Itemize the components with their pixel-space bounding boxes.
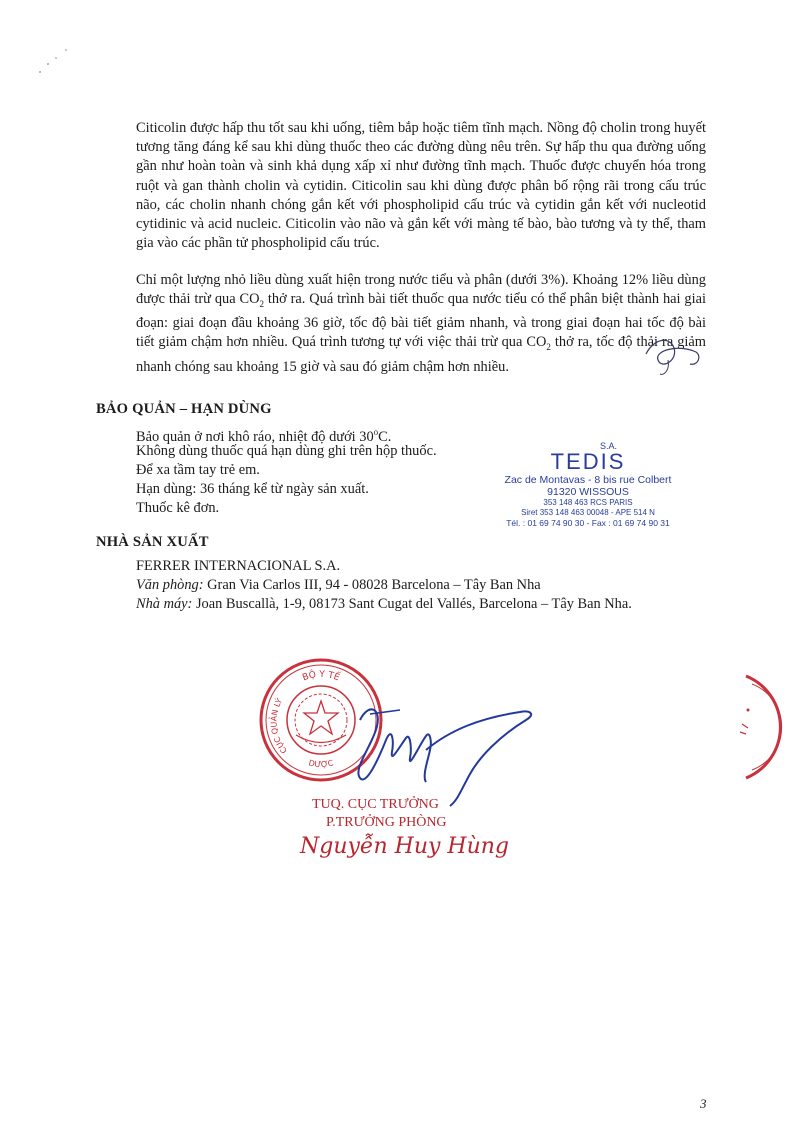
- p2-part-a: Chỉ một lượng nhỏ liều dùng xuất hiện trong nước tiểu và phân (dưới 3%). Khoảng 12% liều dùng được thải trừ qua CO: [136, 272, 706, 308]
- office-address: Gran Via Carlos III, 94 - 08028 Barcelona – Tây Ban Nha: [203, 577, 541, 593]
- page-number: 3: [700, 1096, 707, 1111]
- tedis-sa: S.A.: [600, 441, 618, 451]
- p2-part-b: thở ra. Quá trình bài tiết thuốc qua nước tiểu có thể phân biệt thành hai giai đoạn: giai đoạn đầu khoảng 36 giờ, tốc độ bài tiết giảm nhanh, và trong giai đoạn hai tốc độ bài tiết giảm chậm hơn nhiều. Quá trình tương tự với việc thải trừ qua CO: [136, 291, 706, 351]
- signature-mark: [330, 690, 550, 810]
- co2-subscript: 2: [259, 299, 264, 310]
- tedis-name: TEDIS: [550, 449, 626, 474]
- storage-line-1-text: Bảo quản ở nơi khô ráo, nhiệt độ dưới 30: [136, 428, 374, 445]
- storage-line-2: Không dùng thuốc quá hạn dùng ghi trên hộp thuốc.: [136, 443, 437, 459]
- degree-superscript: o: [373, 427, 379, 437]
- storage-line-4: Hạn dùng: 36 tháng kể từ ngày sản xuất.: [136, 481, 369, 497]
- seal-top-text: BỘ Y TẾ: [301, 669, 341, 684]
- manufacturer-factory: [136, 595, 632, 614]
- tedis-rcs: 353 148 463 RCS PARIS: [543, 498, 633, 507]
- scan-marks: [36, 42, 76, 82]
- factory-address: Joan Buscallà, 1-9, 08173 Sant Cugat del Vallés, Barcelona – Tây Ban Nha.: [192, 596, 632, 612]
- tedis-stamp: [478, 441, 698, 529]
- storage-heading: BẢO QUẢN – HẠN DÙNG: [96, 401, 272, 417]
- initials-mark: [640, 330, 710, 380]
- approval-title-1: TUQ. CỤC TRƯỞNG: [312, 797, 439, 812]
- partial-edge-stamp: [726, 672, 800, 782]
- tedis-siret: Siret 353 148 463 00048 - APE 514 N: [521, 508, 655, 517]
- manufacturer-company: FERRER INTERNACIONAL S.A.: [136, 558, 341, 574]
- manufacturer-heading: NHÀ SẢN XUẤT: [96, 534, 209, 550]
- p2-part-c: thở ra, tốc độ thải ra giảm nhanh chóng sau khoảng 15 giờ và sau đó giảm chậm hơn nhiều.: [136, 334, 706, 375]
- tedis-tel: Tél. : 01 69 74 90 30 - Fax : 01 69 74 90 31: [506, 518, 670, 528]
- seal-left-text: CỤC QUẢN LÝ: [269, 696, 289, 755]
- approval-title-2: P.TRƯỞNG PHÒNG: [326, 815, 447, 830]
- tedis-address-1: Zac de Montavas - 8 bis rue Colbert: [504, 474, 672, 486]
- co2-subscript: 2: [546, 342, 551, 353]
- pharmacokinetics-paragraph-1: Citicolin được hấp thu tốt sau khi uống, tiêm bắp hoặc tiêm tĩnh mạch. Nồng độ cholin trong huyết tương tăng đáng kể sau khi dùng thuốc theo các đường dùng nêu trên. Sự hấp thu qua đường uống gần như hoàn toàn và sinh khả dụng xấp xỉ như đường tĩnh mạch. Thuốc được chuyển hóa trong ruột và gan thành cholin và cytidin. Citicolin sau khi dùng được phân bố rộng rãi trong cấu trúc não, các cholin nhanh chóng gắn kết với phospholipid cấu trúc và cytidin gắn kết với nucleotid cytidinic và acid nucleic. Citicolin vào não và gắn kết với màng tế bào, bào tương và ty thể, tham gia vào các phần tử phospholipid cấu trúc.: [136, 120, 706, 252]
- manufacturer-office: [136, 576, 541, 595]
- storage-line-3: Để xa tầm tay trẻ em.: [136, 462, 260, 478]
- approval-signer-name: Nguyễn Huy Hùng: [300, 834, 510, 859]
- pharmacokinetics-paragraph-2: [136, 271, 706, 377]
- factory-label: Nhà máy:: [136, 596, 193, 612]
- tedis-address-2: 91320 WISSOUS: [547, 486, 629, 498]
- seal-bottom-text: DƯỢC: [307, 758, 335, 770]
- office-label: Văn phòng:: [136, 577, 204, 593]
- storage-line-5: Thuốc kê đơn.: [136, 500, 220, 516]
- storage-line-1-unit: C.: [378, 428, 392, 445]
